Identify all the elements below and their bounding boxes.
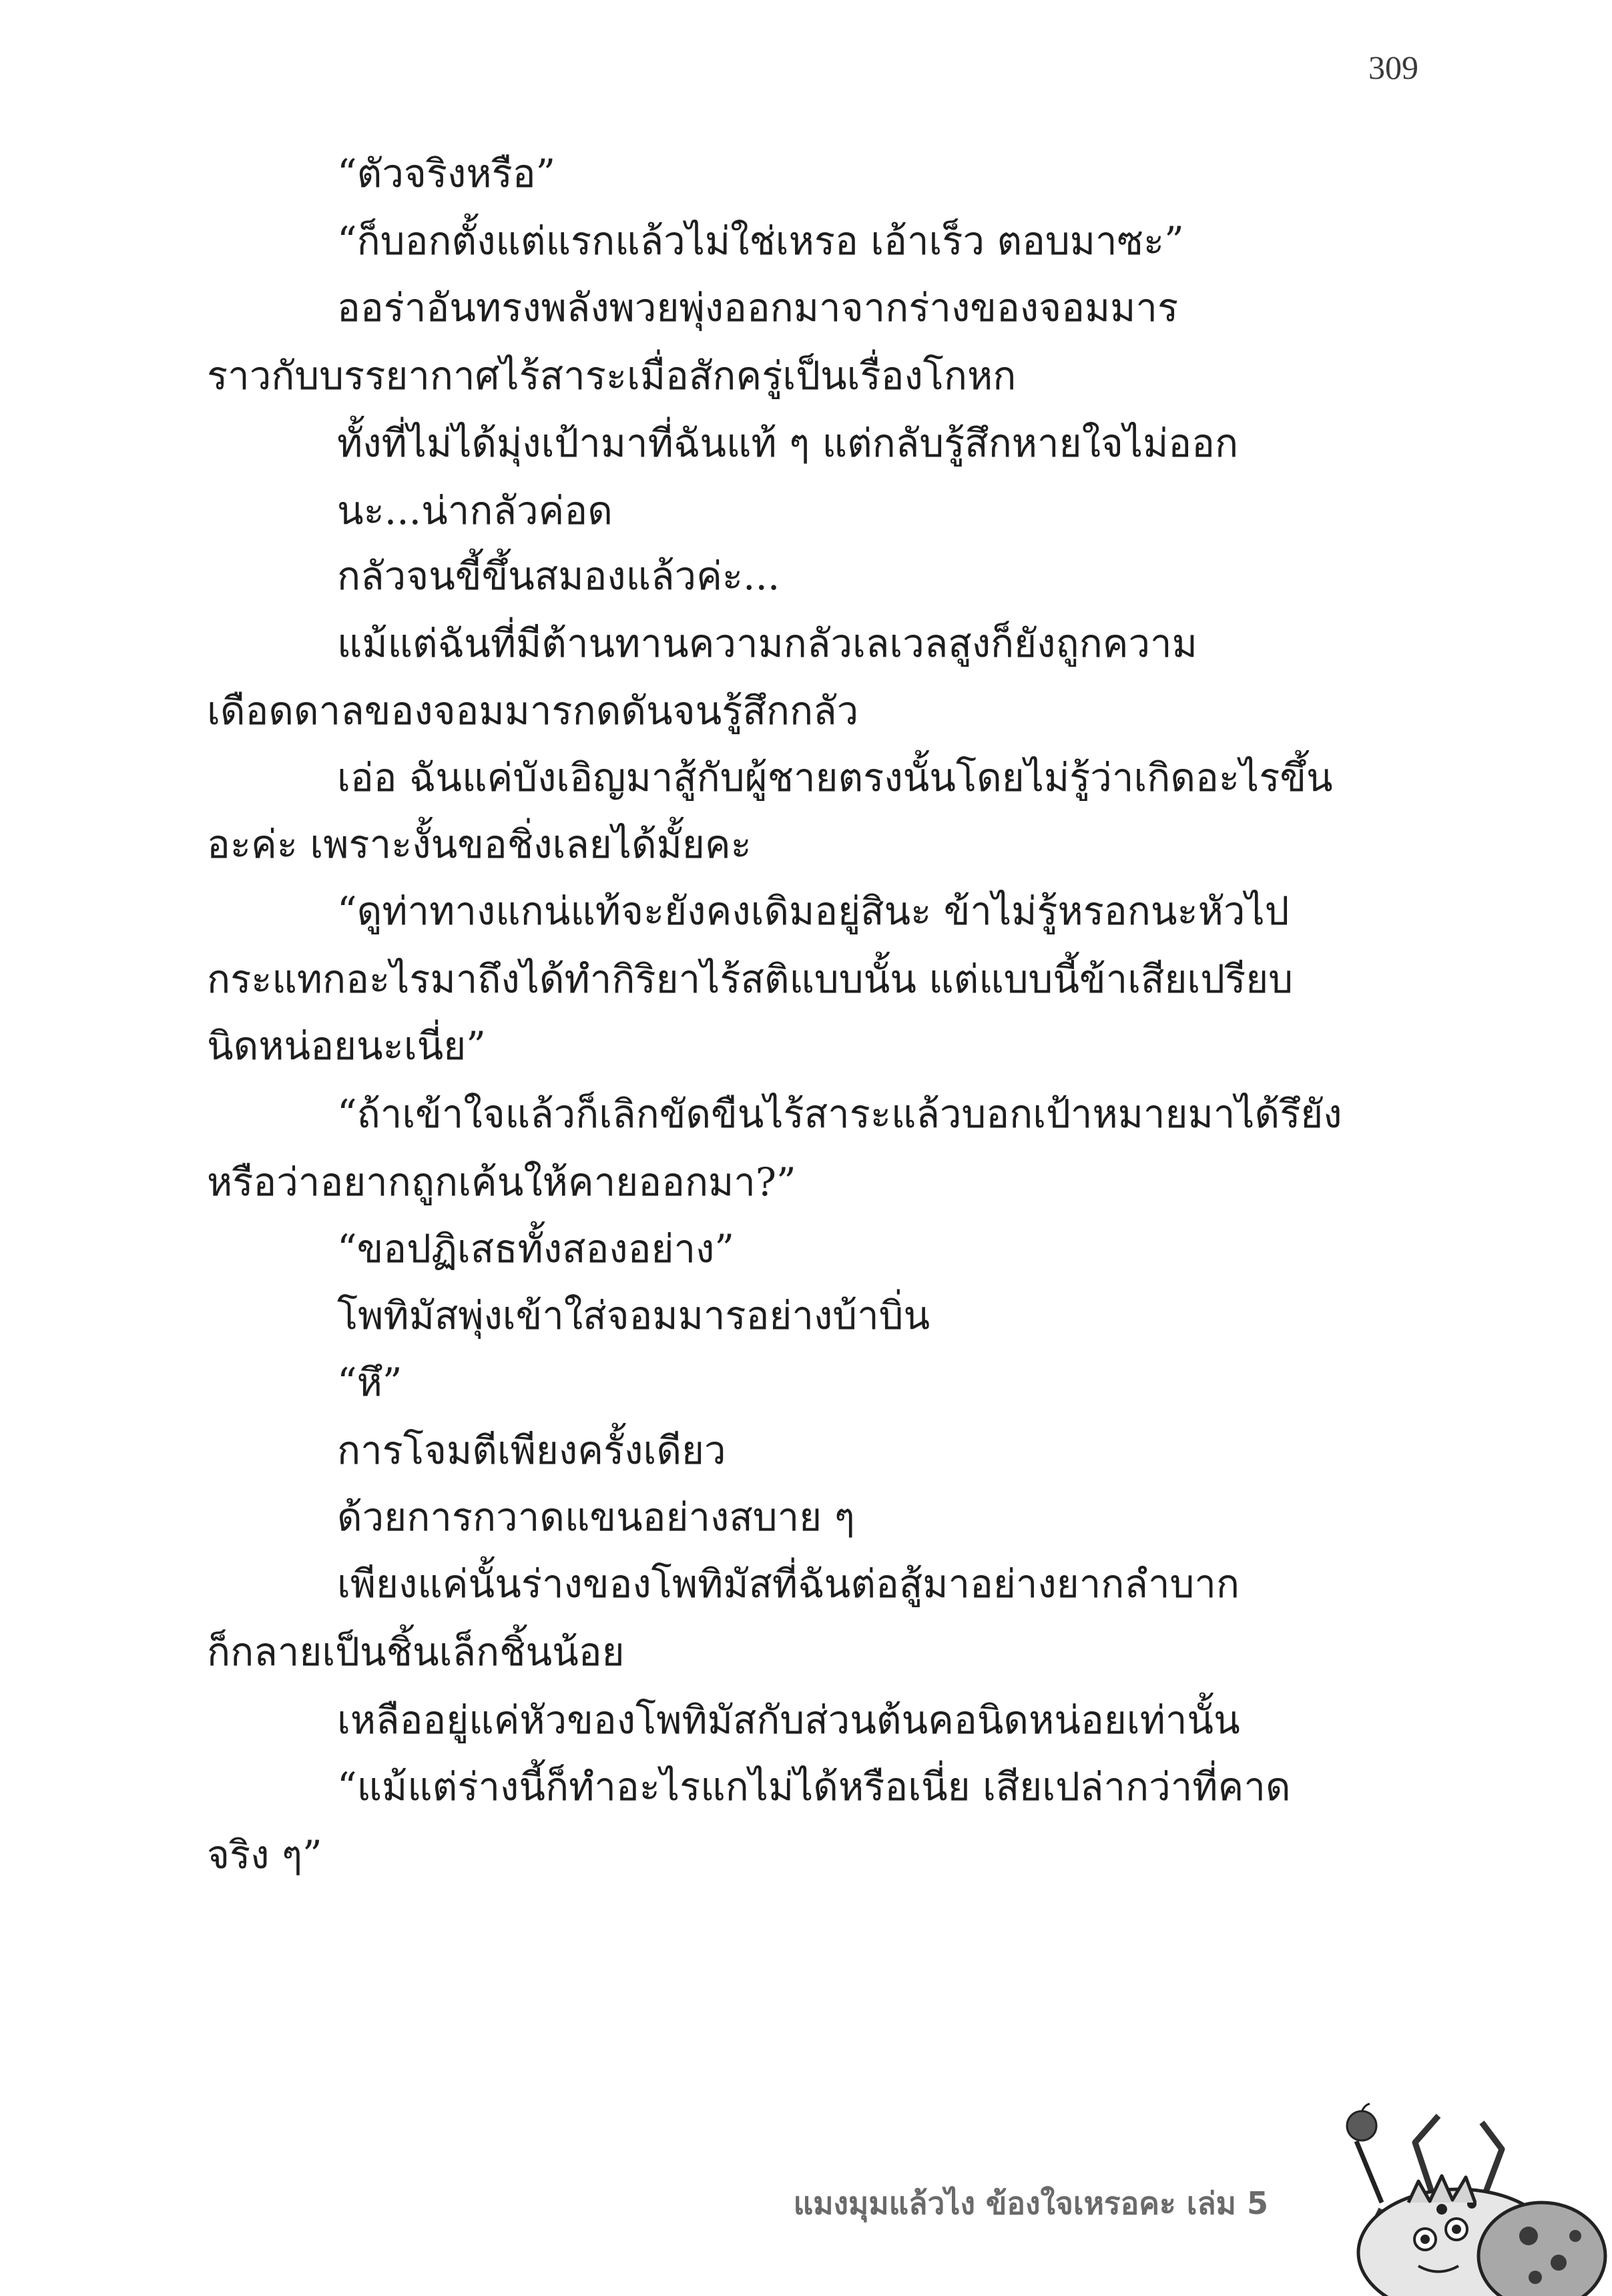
spider-mascot-illustration <box>1282 2102 1612 2296</box>
text-line: ด้วยการกวาดแขนอย่างสบาย ๆ <box>337 1494 855 1540</box>
page-number: 309 <box>1368 49 1418 86</box>
text-line: “ตัวจริงหรือ” <box>337 151 556 196</box>
text-line: ออร่าอันทรงพลังพวยพุ่งออกมาจากร่างของจอมมาร <box>337 285 1179 330</box>
text-line: “แม้แต่ร่างนี้ก็ทำอะไรแกไม่ได้หรือเนี่ย เสียเปล่ากว่าที่คาด <box>337 1764 1291 1809</box>
text-line: เพียงแค่นั้นร่างของโพทิมัสที่ฉันต่อสู้มาอย่างยากลำบาก <box>337 1561 1240 1607</box>
text-line: กระแทกอะไรมาถึงได้ทำกิริยาไร้สติแบบนั้น แต่แบบนี้ข้าเสียเปรียบ <box>207 956 1294 1002</box>
text-line: “ขอปฏิเสธทั้งสองอย่าง” <box>337 1226 734 1271</box>
text-line: “หึ” <box>337 1360 402 1405</box>
text-line: “ก็บอกตั้งแต่แรกแล้วไม่ใช่เหรอ เอ้าเร็ว ตอบมาซะ” <box>337 218 1184 264</box>
text-line: กลัวจนขี้ขึ้นสมองแล้วค่ะ... <box>337 553 780 599</box>
text-line: การโจมตีเพียงครั้งเดียว <box>337 1428 726 1473</box>
text-line: โพทิมัสพุ่งเข้าใส่จอมมารอย่างบ้าบิ่น <box>337 1293 930 1338</box>
body-text <box>207 140 1415 2102</box>
text-line: “ถ้าเข้าใจแล้วก็เลิกขัดขืนไร้สาระแล้วบอกเป้าหมายมาได้รึยัง <box>337 1091 1342 1137</box>
text-line: เดือดดาลของจอมมารกดดันจนรู้สึกกลัว <box>207 688 859 734</box>
text-line: เหลืออยู่แค่หัวของโพทิมัสกับส่วนต้นคอนิดหน่อยเท่านั้น <box>337 1697 1240 1743</box>
text-line: ก็กลายเป็นชิ้นเล็กชิ้นน้อย <box>207 1629 625 1675</box>
text-line: อะค่ะ เพราะงั้นขอชิ่งเลยได้มั้ยคะ <box>207 822 752 867</box>
text-line: หรือว่าอยากถูกเค้นให้คายออกมา?” <box>207 1159 796 1205</box>
text-line: นะ...น่ากลัวค่อด <box>337 488 613 533</box>
text-line: จริง ๆ” <box>207 1832 322 1878</box>
text-line: ทั้งที่ไม่ได้มุ่งเป้ามาที่ฉันแท้ ๆ แต่กลับรู้สึกหายใจไม่ออก <box>337 420 1239 466</box>
text-line: แม้แต่ฉันที่มีต้านทานความกลัวเลเวลสูงก็ยังถูกความ <box>337 621 1197 666</box>
text-line: “ดูท่าทางแกน่แท้จะยังคงเดิมอยู่สินะ ข้าไม่รู้หรอกนะหัวไป <box>337 888 1290 934</box>
text-line: เอ่อ ฉันแค่บังเอิญมาสู้กับผู้ชายตรงนั้นโดยไม่รู้ว่าเกิดอะไรขึ้น <box>337 755 1333 800</box>
running-footer-title: แมงมุมแล้วไง ข้องใจเหรอคะ เล่ม 5 <box>793 2185 1268 2221</box>
text-line: นิดหน่อยนะเนี่ย” <box>207 1023 486 1069</box>
text-line: ราวกับบรรยากาศไร้สาระเมื่อสักครู่เป็นเรื่องโกหก <box>207 353 1017 398</box>
